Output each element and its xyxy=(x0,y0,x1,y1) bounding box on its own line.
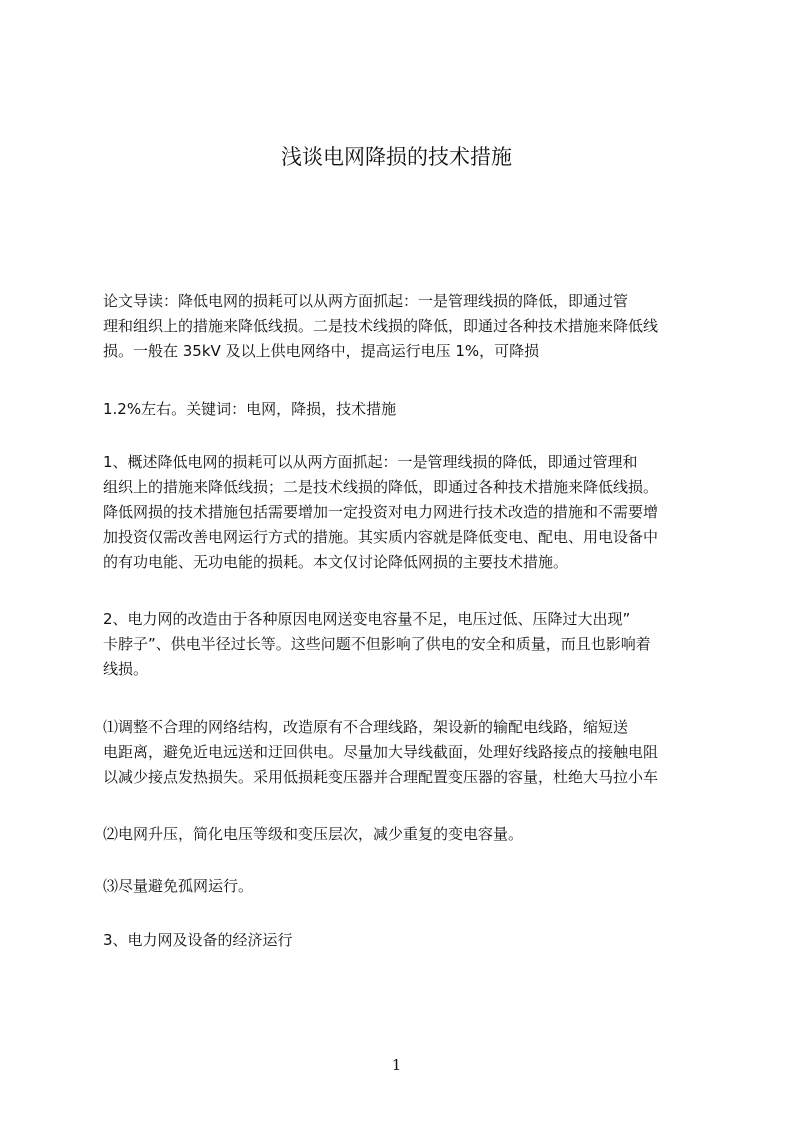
paragraph-line: 论文导读：降低电网的损耗可以从两方面抓起：一是管理线损的降低，即通过管 xyxy=(103,292,629,310)
page-number: 1 xyxy=(391,1056,402,1074)
paragraph-line: 线损。 xyxy=(103,660,149,678)
paragraph-item-3 xyxy=(103,874,715,899)
paragraph-line: 卡脖子”、供电半径过长等。这些问题不但影响了供电的安全和质量，而且也影响着 xyxy=(103,635,651,653)
document-title: 浅谈电网降损的技术措施 xyxy=(281,145,512,169)
paragraph-line: 组织上的措施来降低线损；二是技术线损的降低，即通过各种技术措施来降低线损。 xyxy=(103,478,659,496)
paragraph-line: 损。一般在 35kV 及以上供电网络中，提高运行电压 1%，可降损 xyxy=(103,342,540,360)
paragraph-line: ⑶尽量避免孤网运行。 xyxy=(103,877,254,895)
paragraph-line: ⑴调整不合理的网络结构，改造原有不合理线路，架设新的输配电线路，缩短送 xyxy=(103,718,629,736)
paragraph-item-1 xyxy=(103,715,715,790)
paragraph-keywords xyxy=(103,397,715,422)
paragraph-line: 电距离，避免近电远送和迂回供电。尽量加大导线截面，处理好线路接点的接触电阻 xyxy=(103,743,659,761)
paragraph-line: 理和组织上的措施来降低线损。二是技术线损的降低，即通过各种技术措施来降低线 xyxy=(103,317,659,335)
paragraph-line: 以减少接点发热损失。采用低损耗变压器并合理配置变压器的容量，杜绝大马拉小车 xyxy=(103,768,659,786)
paragraph-line: 1、概述降低电网的损耗可以从两方面抓起：一是管理线损的降低，即通过管理和 xyxy=(103,453,638,471)
paragraph-line: ⑵电网升压，简化电压等级和变压层次，减少重复的变电容量。 xyxy=(103,825,524,843)
paragraph-section-3 xyxy=(103,928,715,953)
paragraph-line: 降低网损的技术措施包括需要增加一定投资对电力网进行技术改造的措施和不需要增 xyxy=(103,503,659,521)
paragraph-line: 3、电力网及设备的经济运行 xyxy=(103,931,293,949)
paragraph-line: 加投资仅需改善电网运行方式的措施。其实质内容就是降低变电、配电、用电设备中 xyxy=(103,528,659,546)
paragraph-item-2 xyxy=(103,822,715,847)
paragraph-section-1 xyxy=(103,450,715,575)
paragraph-abstract xyxy=(103,289,715,364)
paragraph-section-2 xyxy=(103,607,715,682)
paragraph-line: 2、电力网的改造由于各种原因电网送变电容量不足，电压过低、压降过大出现” xyxy=(103,610,631,628)
paragraph-line: 的有功电能、无功电能的损耗。本文仅讨论降低网损的主要技术措施。 xyxy=(103,553,569,571)
paragraph-line: 1.2%左右。关键词：电网，降损，技术措施 xyxy=(103,400,397,418)
